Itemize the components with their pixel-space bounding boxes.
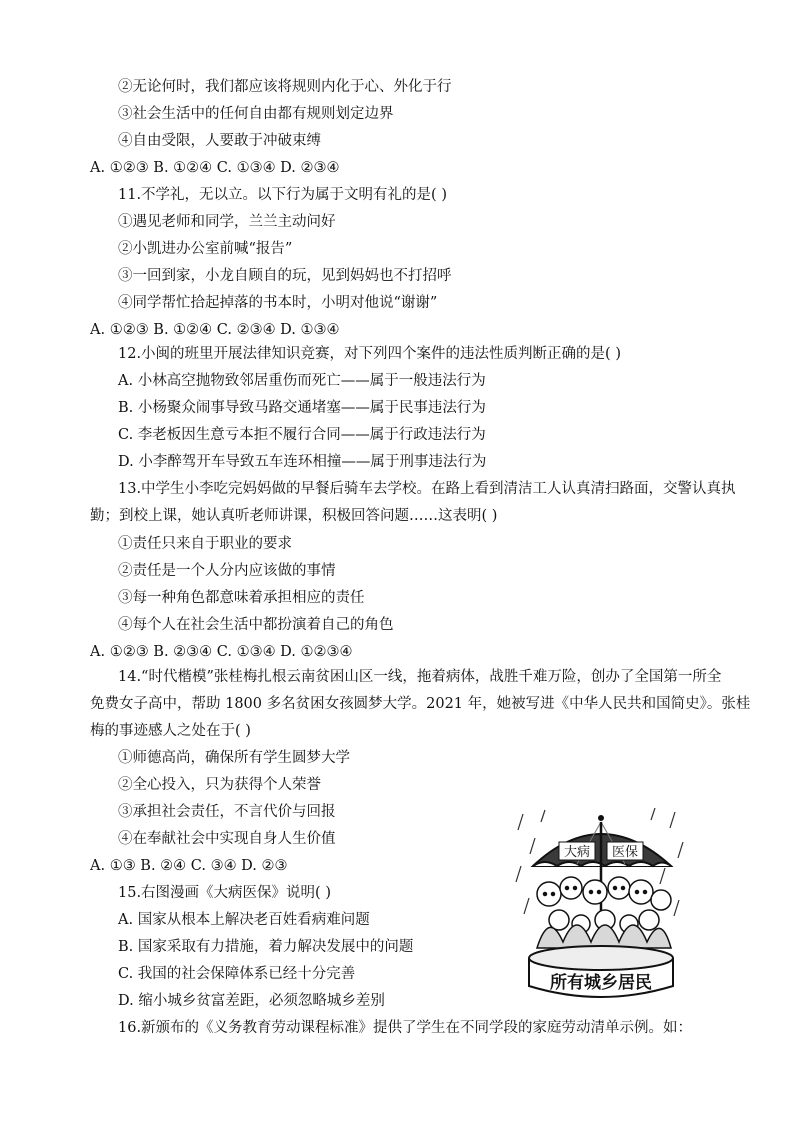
- q12-option-b: B. 小杨聚众闹事导致马路交通堵塞——属于民事违法行为: [118, 400, 486, 416]
- base-label: 所有城乡居民: [550, 973, 652, 993]
- q12-option-a: A. 小林高空抛物致邻居重伤而死亡——属于一般违法行为: [118, 373, 486, 389]
- q14-answer-choices: A. ①③ B. ②④ C. ③④ D. ②③: [90, 858, 288, 874]
- q12-stem: 12.小闽的班里开展法律知识竞赛，对下列四个案件的违法性质判断正确的是( ): [118, 346, 621, 362]
- q15-option-d: D. 缩小城乡贫富差距，必须忽略城乡差别: [118, 993, 385, 1009]
- q10-answer-choices: A. ①②③ B. ①②④ C. ①③④ D. ②③④: [90, 160, 340, 176]
- q12-option-d: D. 小李醉驾开车导致五车连环相撞——属于刑事违法行为: [118, 454, 487, 470]
- q13-item-3: ③每一种角色都意味着承担相应的责任: [118, 590, 365, 606]
- q15-option-b: B. 国家采取有力措施，着力解决发展中的问题: [118, 939, 414, 955]
- q10-item-3: ③社会生活中的任何自由都有规则划定边界: [118, 106, 394, 122]
- q16-stem: 16.新颁布的《义务教育劳动课程标准》提供了学生在不同学段的家庭劳动清单示例。如：: [118, 1020, 693, 1036]
- q13-stem-line-1: 13.中学生小李吃完妈妈做的早餐后骑车去学校。在路上看到清洁工人认真清扫路面，交警认真执: [118, 481, 736, 497]
- q14-item-2: ②全心投入，只为获得个人荣誉: [118, 777, 321, 793]
- q10-item-2: ②无论何时，我们都应该将规则内化于心、外化于行: [118, 79, 452, 95]
- people-crowd-icon: [537, 877, 671, 948]
- q14-stem-line-3: 梅的事迹感人之处在于( ): [90, 723, 251, 739]
- q12-option-c: C. 李老板因生意亏本拒不履行合同——属于行政违法行为: [118, 427, 486, 443]
- q15-option-a: A. 国家从根本上解决老百姓看病难问题: [118, 912, 370, 928]
- umbrella-label-2: 医保: [611, 845, 639, 860]
- q14-item-4: ④在奉献社会中实现自身人生价值: [118, 831, 336, 847]
- q13-answer-choices: A. ①②③ B. ②③④ C. ①③④ D. ①②③④: [90, 644, 353, 660]
- q10-item-4: ④自由受限，人要敢于冲破束缚: [118, 133, 321, 149]
- q15-stem: 15.右图漫画《大病医保》说明( ): [118, 885, 331, 901]
- q11-answer-choices: A. ①②③ B. ①②④ C. ②③④ D. ①③④: [90, 322, 340, 338]
- q13-item-2: ②责任是一个人分内应该做的事情: [118, 563, 336, 579]
- q13-item-4: ④每个人在社会生活中都扮演着自己的角色: [118, 617, 394, 633]
- q11-item-3: ③一回到家，小龙自顾自的玩，见到妈妈也不打招呼: [118, 268, 452, 284]
- q15-option-c: C. 我国的社会保障体系已经十分完善: [118, 966, 356, 982]
- q11-stem: 11.不学礼，无以立。以下行为属于文明有礼的是( ): [118, 187, 447, 203]
- q13-item-1: ①责任只来自于职业的要求: [118, 536, 292, 552]
- q14-stem-line-2: 免费女子高中，帮助 1800 多名贫困女孩圆梦大学。2021 年，她被写进《中华人民共和国简史》。张桂: [90, 696, 751, 712]
- cartoon-illustration: [515, 808, 687, 1004]
- q13-stem-line-2: 勤；到校上课，她认真听老师讲课，积极回答问题……这表明( ): [90, 508, 498, 524]
- umbrella-label-1: 大病: [563, 845, 591, 860]
- q11-item-4: ④同学帮忙拾起掉落的书本时，小明对他说“谢谢”: [118, 295, 438, 311]
- q11-item-2: ②小凯进办公室前喊“报告”: [118, 241, 293, 257]
- q14-item-1: ①师德高尚，确保所有学生圆梦大学: [118, 750, 350, 766]
- q14-item-3: ③承担社会责任，不言代价与回报: [118, 804, 336, 820]
- q11-item-1: ①遇见老师和同学，兰兰主动问好: [118, 214, 336, 230]
- q14-stem-line-1: 14.“时代楷模”张桂梅扎根云南贫困山区一线，拖着病体，战胜千难万险，创办了全国第一所全: [118, 669, 722, 685]
